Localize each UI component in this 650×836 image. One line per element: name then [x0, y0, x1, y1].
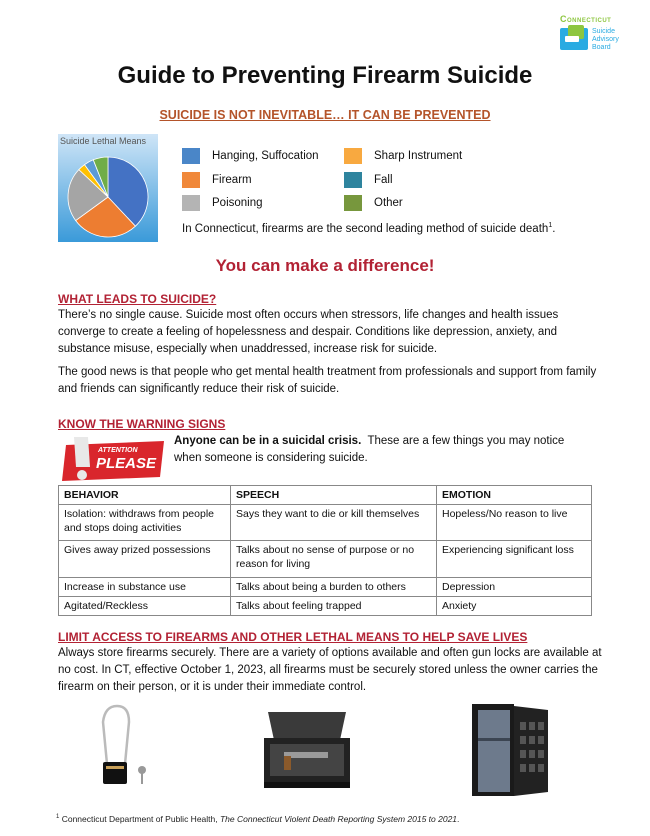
what-leads-paragraph-1: There’s no single cause. Suicide most often occurs when stressors, life changes and health issues converge to create a feeling of hopelessness and despair. Conditions like depression, anxiety, and substance misuse, especially when unaddressed, increase risk for suicide. — [58, 309, 559, 355]
attention-please-icon — [60, 437, 168, 483]
table-row — [59, 597, 592, 616]
swatch-icon — [182, 172, 200, 188]
table-cell: Talks about being a burden to others — [231, 578, 437, 597]
logo-title: Connecticut — [560, 14, 612, 24]
page-title: Guide to Preventing Firearm Suicide — [117, 62, 533, 89]
gun-lockbox-image — [262, 710, 352, 790]
footnote — [56, 814, 459, 824]
legend-item-poisoning — [182, 195, 263, 211]
swatch-icon — [182, 195, 200, 211]
chat-bubble-icon — [560, 28, 588, 50]
table-cell: Says they want to die or kill themselves — [231, 505, 437, 541]
table-row — [59, 541, 592, 578]
legend-label: Fall — [374, 174, 393, 186]
legend-item-hanging — [182, 148, 319, 164]
table-cell: Hopeless/No reason to live — [437, 505, 592, 541]
pie-graphic — [62, 154, 154, 240]
table-cell: Talks about feeling trapped — [231, 597, 437, 616]
table-header-row — [59, 486, 592, 505]
page-subtitle: SUICIDE IS NOT INEVITABLE… IT CAN BE PREVENTED — [159, 108, 491, 122]
table-row — [59, 505, 592, 541]
make-difference-heading: You can make a difference! — [215, 256, 435, 275]
table-cell: Experiencing significant loss — [437, 541, 592, 578]
ct-suicide-advisory-board-logo — [560, 14, 640, 62]
warning-lead — [174, 433, 594, 467]
footnote-marker: 1 — [56, 814, 60, 821]
footnote-source-title: The Connecticut Violent Death Reporting System 2015 to 2021 — [219, 814, 458, 824]
swatch-icon — [344, 195, 362, 211]
cable-gun-lock-image — [95, 702, 155, 792]
swatch-icon — [344, 172, 362, 188]
limit-access-section — [58, 630, 603, 696]
limit-access-paragraph: Always store firearms securely. There are a variety of options available and often gun locks are available at no cost. In CT, effective October 1, 2023, all firearms must be securely stored unless the owner carries the firearm on their person, or it is under their immediate control. — [58, 647, 602, 693]
legend-label: Poisoning — [212, 197, 263, 209]
what-leads-section — [58, 292, 598, 398]
chart-title: Suicide Lethal Means — [60, 136, 147, 146]
legend-label: Hanging, Suffocation — [212, 150, 319, 162]
table-cell: Agitated/Reckless — [59, 597, 231, 616]
logo-line: Advisory — [592, 36, 619, 43]
section-heading: WHAT LEADS TO SUICIDE? — [58, 292, 217, 306]
table-cell: Gives away prized possessions — [59, 541, 231, 578]
legend-item-firearm — [182, 172, 252, 188]
gun-safe-image — [470, 700, 556, 798]
lethal-means-pie-chart — [58, 134, 158, 242]
warning-heading — [58, 417, 225, 431]
table-cell: Depression — [437, 578, 592, 597]
footnote-ref: 1 — [548, 222, 553, 229]
firearm-rank-note — [182, 222, 555, 235]
section-heading: LIMIT ACCESS TO FIREARMS AND OTHER LETHAL MEANS TO HELP SAVE LIVES — [58, 630, 528, 644]
legend-label: Sharp Instrument — [374, 150, 463, 162]
note-end: . — [552, 222, 556, 235]
logo-line: Suicide — [592, 28, 615, 35]
note-text: In Connecticut, firearms are the second leading method of suicide death — [182, 222, 549, 235]
section-heading: KNOW THE WARNING SIGNS — [58, 417, 226, 431]
logo-text — [592, 28, 619, 52]
logo-line: Board — [592, 44, 611, 51]
table-cell: Anxiety — [437, 597, 592, 616]
column-header: BEHAVIOR — [59, 486, 231, 505]
warning-signs-table — [58, 485, 592, 616]
legend-label: Other — [374, 197, 403, 209]
badge-bottom-text: PLEASE — [96, 455, 157, 472]
footnote-text: Connecticut Department of Public Health, — [59, 814, 220, 824]
table-cell: Increase in substance use — [59, 578, 231, 597]
badge-top-text: ATTENTION — [98, 447, 138, 454]
lead-bold: Anyone can be in a suicidal crisis. — [174, 435, 362, 447]
swatch-icon — [344, 148, 362, 164]
legend-item-sharp — [344, 148, 462, 164]
table-cell: Talks about no sense of purpose or no reason for living — [231, 541, 437, 578]
table-cell: Isolation: withdraws from people and stops doing activities — [59, 505, 231, 541]
legend-label: Firearm — [212, 174, 252, 186]
legend-item-fall — [344, 172, 393, 188]
legend-item-other — [344, 195, 403, 211]
column-header: SPEECH — [231, 486, 437, 505]
column-header: EMOTION — [437, 486, 592, 505]
footnote-end: . — [457, 814, 460, 824]
swatch-icon — [182, 148, 200, 164]
table-row — [59, 578, 592, 597]
what-leads-paragraph-2: The good news is that people who get mental health treatment from professionals and support from family and friends can significantly reduce their risk of suicide. — [58, 366, 597, 395]
lead-rest: These are a few things you may notice when someone is considering suicide. — [174, 435, 568, 464]
